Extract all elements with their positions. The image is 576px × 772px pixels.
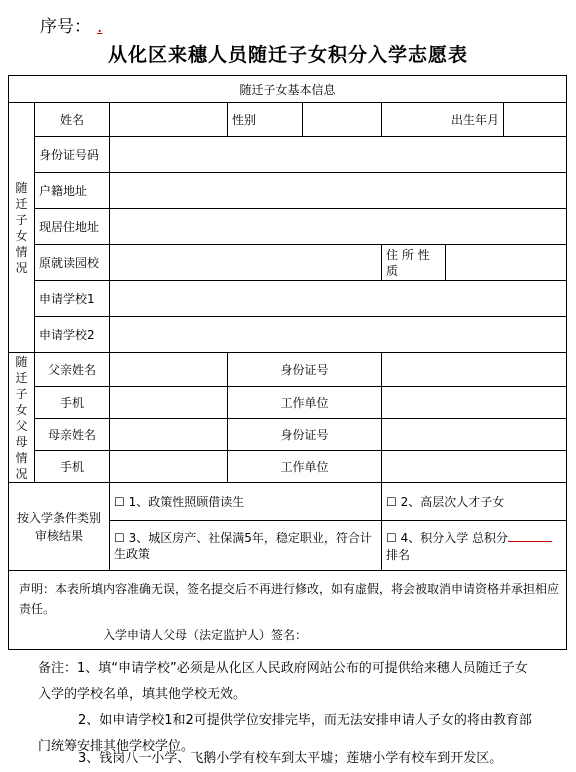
mother-name-label: 母亲姓名	[35, 419, 110, 451]
housing-type-field[interactable]	[446, 245, 567, 281]
total-points-blank[interactable]	[508, 529, 552, 542]
note-1: 备注：1、填“申请学校”必须是从化区人民政府网站公布的可提供给来穗人员随迁子女入学的学校名单，填其他学校无效。	[38, 661, 528, 702]
mother-id-field[interactable]	[382, 419, 567, 451]
father-name-field[interactable]	[110, 353, 228, 387]
child-section-label: 随迁子女情况	[9, 103, 35, 353]
serial-value: .	[97, 17, 103, 37]
residence-address-field[interactable]	[110, 209, 567, 245]
hukou-address-label: 户籍地址	[35, 173, 110, 209]
father-id-label: 身份证号	[228, 353, 382, 387]
birth-field[interactable]	[504, 103, 567, 137]
basic-info-header: 随迁子女基本信息	[9, 76, 567, 103]
option-points-checkbox[interactable]	[382, 521, 567, 571]
page-title: 从化区来穗人员随迁子女积分入学志愿表	[107, 44, 468, 66]
former-school-field[interactable]	[110, 245, 382, 281]
mother-phone-field[interactable]	[110, 451, 228, 483]
serial-label: 序号：	[40, 17, 91, 37]
option-points-prefix: ☐ 4、积分入学 总积分	[386, 530, 509, 545]
gender-field[interactable]	[303, 103, 382, 137]
review-result-label: 按入学条件类别审核结果	[9, 483, 110, 571]
note-3: 3、钱岗八一小学、飞鹅小学有校车到太平墟；莲塘小学有校车到开发区。	[78, 751, 503, 766]
option-policy-checkbox[interactable]: ☐ 1、政策性照顾借读生	[110, 483, 382, 521]
option-points-suffix: 排名	[386, 547, 411, 562]
note-2: 2、如申请学校1和2可提供学位安排完毕，而无法安排申请人子女的将由教育部门统筹安排其他学校学位。	[38, 713, 532, 754]
serial-number	[40, 12, 108, 37]
signature-label: 入学申请人父母（法定监护人）签名：	[103, 628, 308, 642]
school1-label: 申请学校1	[35, 281, 110, 317]
school1-field[interactable]	[110, 281, 567, 317]
former-school-label: 原就读园校	[35, 245, 110, 281]
hukou-address-field[interactable]	[110, 173, 567, 209]
id-number-field[interactable]	[110, 137, 567, 173]
father-name-label: 父亲姓名	[35, 353, 110, 387]
option-housing-checkbox[interactable]: ☐ 3、城区房产、社保满5年，稳定职业，符合计生政策	[110, 521, 382, 571]
child-name-field[interactable]	[110, 103, 228, 137]
application-form-table	[8, 75, 567, 650]
mother-work-label: 工作单位	[228, 451, 382, 483]
mother-work-field[interactable]	[382, 451, 567, 483]
school2-field[interactable]	[110, 317, 567, 353]
declaration-text: 声明：本表所填内容准确无误，签名提交后不再进行修改，如有虚假，将会被取消申请资格并承担相应责任。	[19, 582, 560, 616]
mother-id-label: 身份证号	[228, 419, 382, 451]
parent-section-label: 随迁子女父母情况	[9, 353, 35, 483]
mother-phone-label: 手机	[35, 451, 110, 483]
school2-label: 申请学校2	[35, 317, 110, 353]
father-phone-label: 手机	[35, 387, 110, 419]
gender-label: 性别	[228, 103, 303, 137]
father-work-field[interactable]	[382, 387, 567, 419]
declaration-cell	[9, 571, 567, 650]
id-number-label: 身份证号码	[35, 137, 110, 173]
residence-address-label: 现居住地址	[35, 209, 110, 245]
option-talent-checkbox[interactable]: ☐ 2、高层次人才子女	[382, 483, 567, 521]
mother-name-field[interactable]	[110, 419, 228, 451]
name-label: 姓名	[35, 103, 110, 137]
father-work-label: 工作单位	[228, 387, 382, 419]
father-id-field[interactable]	[382, 353, 567, 387]
father-phone-field[interactable]	[110, 387, 228, 419]
birth-label: 出生年月	[382, 103, 504, 137]
housing-type-label: 住 所 性质	[382, 245, 446, 281]
